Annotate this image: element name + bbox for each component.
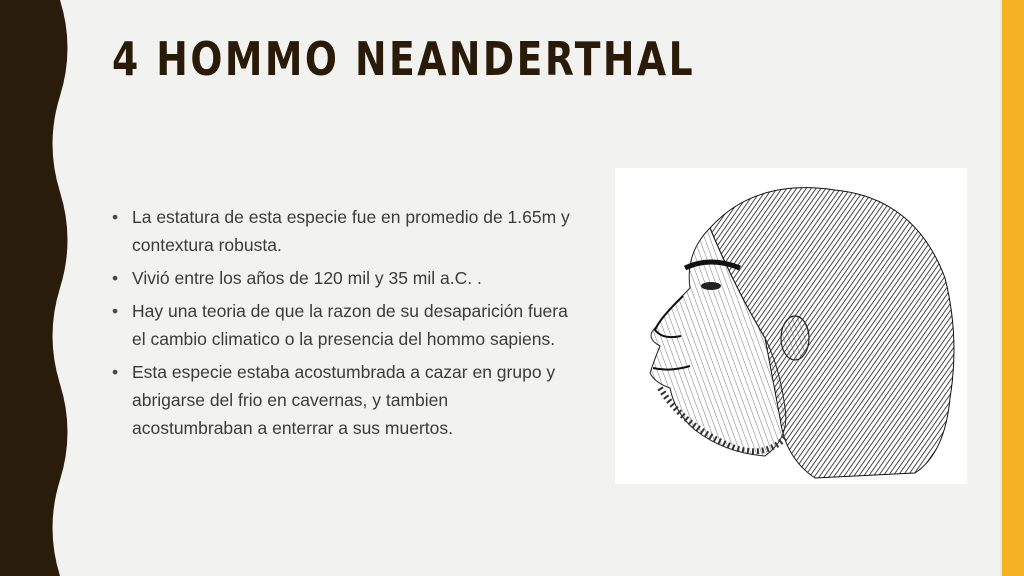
bullet-list	[112, 203, 572, 447]
bullet-text: Esta especie estaba acostumbrada a cazar en grupo y abrigarse del frio en cavernas, y tambien acostumbraban a enterrar a sus muertos.	[132, 362, 556, 438]
neanderthal-portrait-drawing	[615, 168, 967, 484]
bullet-marker: •	[112, 362, 119, 382]
bullet-item	[112, 358, 572, 442]
slide-title: 4 HOMMO NEANDERTHAL	[112, 32, 696, 86]
bullet-marker: •	[112, 268, 119, 288]
bullet-item	[112, 297, 572, 353]
bullet-item	[112, 203, 572, 259]
right-accent-band	[1002, 0, 1024, 576]
neanderthal-portrait-image	[615, 168, 967, 484]
left-wavy-band	[0, 0, 80, 576]
bullet-text: La estatura de esta especie fue en promedio de 1.65m y contextura robusta.	[132, 207, 570, 255]
bullet-item	[112, 264, 572, 292]
bullet-marker: •	[112, 207, 119, 227]
bullet-text: Hay una teoria de que la razon de su desaparición fuera el cambio climatico o la presencia del hommo sapiens.	[132, 301, 568, 349]
bullet-marker: •	[112, 301, 119, 321]
bullet-text: Vivió entre los años de 120 mil y 35 mil a.C. .	[132, 268, 482, 288]
